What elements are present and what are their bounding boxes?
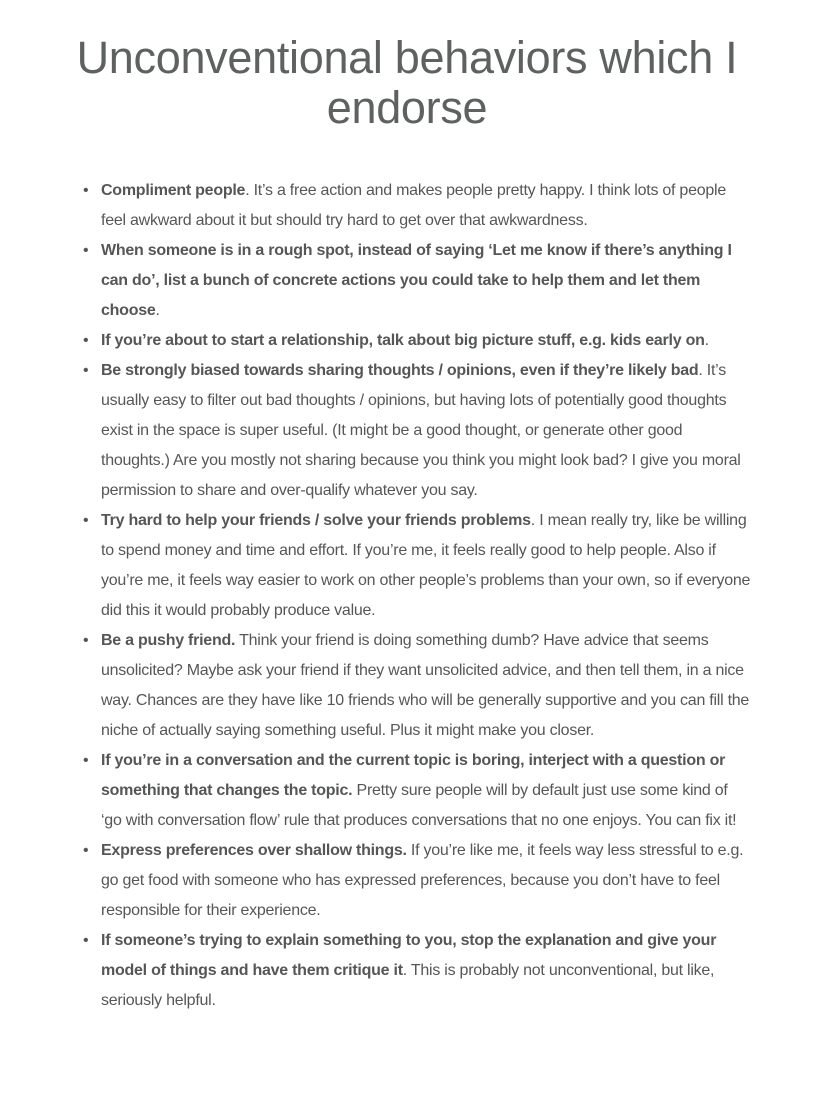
page-title: Unconventional behaviors which I endorse	[76, 32, 738, 133]
item-text: Think your friend is doing something dumb? Have advice that seems unsolicited? Maybe ask your friend if they want unsolicited advice, and then tell them, in a nice way. Chances are they have like 10 friends who will be generally supportive and you can fill the niche of actually saying something useful. Plus it might make you closer.	[101, 632, 750, 739]
list-item	[101, 236, 752, 326]
item-heading: If you’re in a conversation and the current topic is boring, interject with a question or something that changes the topic.	[101, 752, 726, 799]
item-heading: Try hard to help your friends / solve your friends problems	[101, 512, 531, 529]
list-item	[101, 836, 752, 926]
item-text: . This is probably not unconventional, but like, seriously helpful.	[101, 962, 715, 1009]
item-heading: Compliment people	[101, 182, 246, 199]
item-heading: When someone is in a rough spot, instead of saying ‘Let me know if there’s anything I can do’, list a bunch of concrete actions you could take to help them and let them choose	[101, 242, 732, 319]
item-text: .	[704, 332, 709, 349]
item-text: .	[155, 302, 160, 319]
item-heading: Express preferences over shallow things.	[101, 842, 407, 859]
item-text: Pretty sure people will by default just use some kind of ‘go with conversation flow’ rule that produces conversations that no one enjoys. You can fix it!	[101, 782, 737, 829]
item-heading: If someone’s trying to explain something to you, stop the explanation and give your model of things and have them critique it	[101, 932, 717, 979]
list-item	[101, 626, 752, 746]
item-text: . I mean really try, like be willing to spend money and time and effort. If you’re me, it feels really good to help people. Also if you’re me, it feels way easier to work on other people’s problems than your own, so if everyone did this it would probably produce value.	[101, 512, 751, 619]
behavior-list	[0, 176, 814, 1016]
list-item	[101, 506, 752, 626]
list-item	[101, 746, 752, 836]
list-item	[101, 356, 752, 506]
item-text: If you’re like me, it feels way less stressful to e.g. go get food with someone who has expressed preferences, because you don’t have to feel responsible for their experience.	[101, 842, 744, 919]
item-heading: Be a pushy friend.	[101, 632, 236, 649]
item-heading: If you’re about to start a relationship, talk about big picture stuff, e.g. kids early on	[101, 332, 705, 349]
list-item	[101, 176, 752, 236]
item-text: . It’s a free action and makes people pretty happy. I think lots of people feel awkward about it but should try hard to get over that awkwardness.	[101, 182, 726, 229]
item-heading: Be strongly biased towards sharing thoughts / opinions, even if they’re likely bad	[101, 362, 699, 379]
list-item	[101, 926, 752, 1016]
list-item	[101, 326, 752, 356]
item-text: . It’s usually easy to filter out bad thoughts / opinions, but having lots of potentially good thoughts exist in the space is super useful. (It might be a good thought, or generate other good thoughts.) Are you mostly not sharing because you think you might look bad? I give you moral permission to share and over-qualify whatever you say.	[101, 362, 741, 499]
